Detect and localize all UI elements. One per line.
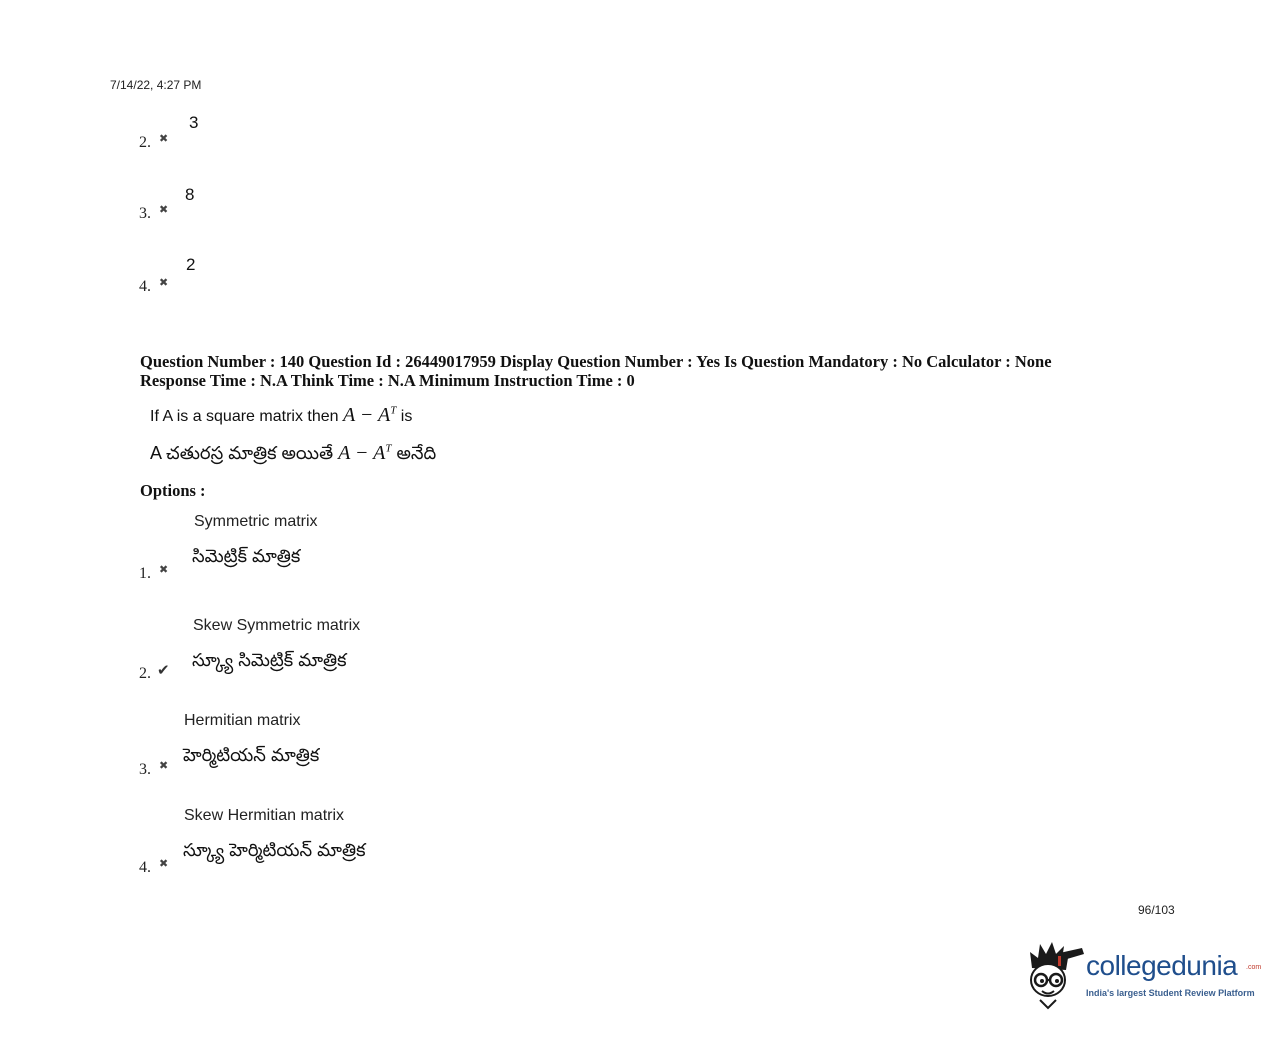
option-text-te: హెర్మిటియన్ మాత్రిక (183, 745, 320, 765)
option-number: 3. (139, 761, 151, 778)
wrong-mark-icon: ✖ (159, 563, 169, 576)
question-text-en-suffix: is (400, 408, 413, 425)
option-text-en: Skew Hermitian matrix (184, 807, 345, 824)
question-text-en (150, 404, 412, 427)
math-expression: $A - A^T$ (343, 404, 397, 426)
option-number: 4. (139, 859, 151, 876)
option-number: 2. (139, 665, 151, 682)
page-number: 96/103 (1138, 903, 1175, 917)
correct-check-icon: ✔ (157, 661, 170, 679)
print-timestamp: 7/14/22, 4:27 PM (110, 78, 202, 92)
question-text-te-suffix: అనేది (396, 443, 437, 463)
prev-option-value: 2 (186, 255, 196, 274)
logo-wordmark: collegedunia (1086, 950, 1238, 981)
option-text-te: స్క్యూ సిమెట్రిక్ మాత్రిక (192, 650, 347, 670)
wrong-mark-icon: ✖ (159, 759, 169, 772)
collegedunia-logo (1024, 938, 1262, 1010)
option-text-en: Skew Symmetric matrix (193, 617, 361, 634)
prev-option-number: 2. (139, 134, 151, 151)
question-meta-line1: Question Number : 140 Question Id : 26449017959 Display Question Number : Yes Is Question Mandatory : No Calculator : None (140, 352, 1052, 371)
prev-option-value: 8 (185, 185, 195, 204)
options-label: Options : (140, 481, 206, 500)
wrong-mark-icon: ✖ (159, 857, 169, 870)
option-text-en: Hermitian matrix (184, 712, 301, 729)
option-text-en: Symmetric matrix (194, 513, 318, 530)
mascot-icon (1024, 938, 1086, 1010)
question-text-te (150, 442, 436, 468)
logo-suffix: .com (1246, 964, 1262, 971)
wrong-mark-icon: ✖ (159, 276, 169, 289)
wrong-mark-icon: ✖ (159, 203, 169, 216)
option-text-te: సిమెట్రిక్ మాత్రిక (192, 546, 301, 566)
wrong-mark-icon: ✖ (159, 132, 169, 145)
math-expression: $A - A^T$ (338, 442, 392, 464)
prev-option-number: 4. (139, 278, 151, 295)
option-number: 1. (139, 565, 151, 582)
prev-option-value: 3 (189, 113, 199, 132)
option-text-te: స్క్యూ హెర్మిటియన్ మాత్రిక (183, 840, 366, 860)
question-meta-line2: Response Time : N.A Think Time : N.A Minimum Instruction Time : 0 (140, 371, 635, 390)
question-text-te-prefix: A చతురస్ర మాత్రిక అయితే (150, 443, 334, 463)
prev-option-number: 3. (139, 205, 151, 222)
logo-tagline: India's largest Student Review Platform (1086, 988, 1255, 998)
question-text-en-prefix: If A is a square matrix then (150, 408, 339, 425)
